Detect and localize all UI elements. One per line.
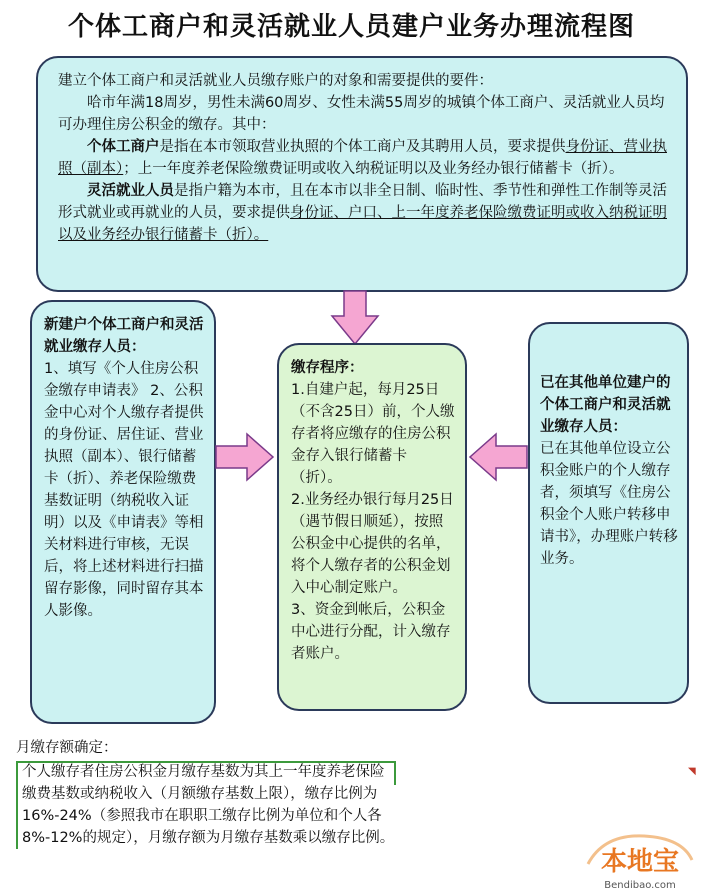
self-employed-paragraph bbox=[58, 136, 668, 180]
logo-graphic bbox=[584, 830, 696, 892]
transfer-body: 已在其他单位设立公积金账户的个人缴存者，须填写《住房公积金个人账户转移申请书》，办理账户转移业务。 bbox=[540, 441, 678, 567]
monthly-amount-body: 个人缴存者住房公积金月缴存基数为其上一年度养老保险缴费基数或纳税收入（月额缴存基数上限），缴存比例为16%-24%（参照我市在职职工缴存比例为单位和个人各8%-12%的规定），月缴存额为月缴存基数乘以缴存比例。 bbox=[22, 764, 395, 846]
transfer-heading-text: 已在其他单位建户的个体工商户和灵活就业缴存人员： bbox=[540, 375, 671, 435]
requirements-box bbox=[36, 56, 688, 292]
deposit-procedure-box bbox=[277, 343, 467, 711]
monthly-amount-body-wrap bbox=[16, 761, 396, 849]
page-title: 个体工商户和灵活就业人员建户业务办理流程图 bbox=[67, 12, 635, 42]
left-arrow bbox=[468, 432, 528, 482]
flexible-paragraph bbox=[58, 180, 668, 246]
new-account-box bbox=[30, 300, 216, 724]
transfer-heading bbox=[540, 372, 681, 438]
procedure-heading-text: 缴存程序： bbox=[291, 360, 364, 376]
transfer-account-box bbox=[528, 322, 689, 704]
procedure-step-3: 3、资金到帐后，公积金中心进行分配，计入缴存者账户。 bbox=[291, 602, 451, 662]
procedure-step-2: 2.业务经办银行每月25日（遇节假日顺延），按照公积金中心提供的名单，将个人缴存者的公积金划入中心制定账户。 bbox=[291, 492, 454, 596]
flexible-text: 是指户籍为本市，且在本市以非全日制、临时性、季节性和弹性工作制等灵活形式就业或再就业的人员，要求提供 bbox=[58, 183, 667, 221]
procedure-heading bbox=[291, 357, 457, 379]
new-account-heading bbox=[44, 314, 204, 358]
new-account-body: 1、填写《个人住房公积金缴存申请表》 2、公积金中心对个人缴存者提供的身份证、居住证、营业执照（副本）、银行储蓄卡（折）、养老保险缴费基数证明（纳税收入证明）以及《申请表》等相关材料进行审核，无误后，将上述材料进行扫描留存影像，同时留存其本人影像。 bbox=[44, 361, 204, 619]
right-arrow bbox=[215, 432, 275, 482]
logo-url: Bendibao.com bbox=[604, 880, 676, 891]
self-employed-term: 个体工商户 bbox=[87, 139, 160, 155]
self-employed-text-2: ；上一年度养老保险缴费证明或收入纳税证明以及业务经办银行储蓄卡（折）。 bbox=[123, 161, 624, 177]
new-account-heading-text: 新建户个体工商户和灵活就业缴存人员： bbox=[44, 317, 204, 355]
flexible-term: 灵活就业人员 bbox=[87, 183, 174, 199]
bendibao-logo bbox=[584, 830, 696, 892]
down-arrow bbox=[330, 290, 380, 346]
monthly-amount-section bbox=[16, 737, 396, 849]
requirements-intro: 建立个体工商户和灵活就业人员缴存账户的对象和需要提供的要件： bbox=[58, 73, 493, 89]
self-employed-text: 是指在本市领取营业执照的个体工商户及其聘用人员，要求提供 bbox=[159, 139, 566, 155]
corner-mark: ◥ bbox=[688, 766, 696, 777]
procedure-step-1: 1.自建户起，每月25日（不含25日）前，个人缴存者将应缴存的住房公积金存入银行储蓄卡（折）。 bbox=[291, 382, 455, 486]
self-employed-docs: 身份证、营业执照（副本） bbox=[58, 139, 667, 177]
flexible-docs: 身份证、户口、上一年度养老保险缴费证明或收入纳税证明以及业务经办银行储蓄卡（折）。 bbox=[58, 205, 667, 243]
logo-text: 本地宝 bbox=[600, 847, 680, 877]
monthly-amount-heading: 月缴存额确定： bbox=[16, 740, 118, 756]
eligibility-text: 哈市年满18周岁，男性未满60周岁、女性未满55周岁的城镇个体工商户、灵活就业人员均可办理住房公积金的缴存。其中： bbox=[58, 95, 665, 133]
